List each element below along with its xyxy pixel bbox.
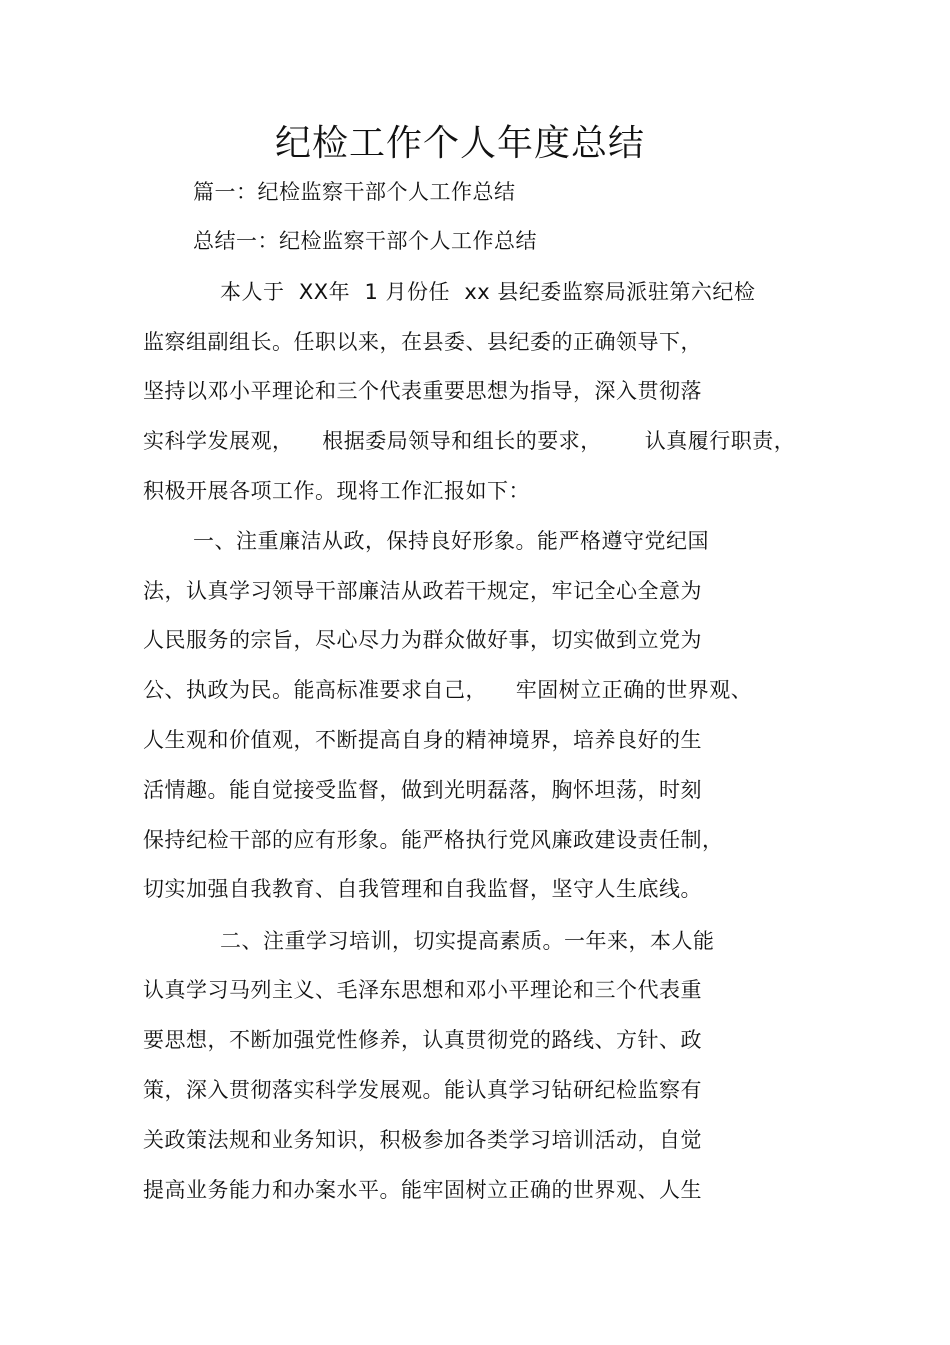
paragraph-line: 策，深入贯彻落实科学发展观。能认真学习钻研纪检监察有: [143, 1078, 702, 1102]
document-subtitle: 篇一：纪检监察干部个人工作总结: [193, 180, 516, 204]
paragraph-line: 积极开展各项工作。现将工作汇报如下：: [143, 479, 530, 503]
paragraph-line: 人生观和价值观，不断提高自身的精神境界，培养良好的生: [143, 728, 702, 752]
paragraph-line: 活情趣。能自觉接受监督，做到光明磊落，胸怀坦荡，时刻: [143, 778, 702, 802]
paragraph-line: 坚持以邓小平理论和三个代表重要思想为指导，深入贯彻落: [143, 379, 702, 403]
paragraph-line: 公、执政为民。能高标准要求自己， 牢固树立正确的世界观、: [143, 678, 753, 702]
paragraph-line: 二、注重学习培训，切实提高素质。一年来，本人能: [220, 929, 715, 953]
paragraph-line: 切实加强自我教育、自我管理和自我监督，坚守人生底线。: [143, 877, 702, 901]
summary-heading: 总结一：纪检监察干部个人工作总结: [193, 229, 537, 253]
paragraph-line: 监察组副组长。任职以来，在县委、县纪委的正确领导下，: [143, 330, 702, 354]
paragraph-line: 法，认真学习领导干部廉洁从政若干规定，牢记全心全意为: [143, 579, 702, 603]
paragraph-line: 提高业务能力和办案水平。能牢固树立正确的世界观、人生: [143, 1178, 702, 1202]
paragraph-line: 人民服务的宗旨，尽心尽力为群众做好事，切实做到立党为: [143, 628, 702, 652]
paragraph-line: 要思想，不断加强党性修养，认真贯彻党的路线、方针、政: [143, 1028, 702, 1052]
document-title: 纪检工作个人年度总结: [274, 123, 645, 164]
paragraph-line: 一、注重廉洁从政，保持良好形象。能严格遵守党纪国: [193, 529, 709, 553]
paragraph-line: 认真学习马列主义、毛泽东思想和邓小平理论和三个代表重: [143, 978, 702, 1002]
paragraph-line: 实科学发展观， 根据委局领导和组长的要求， 认真履行职责，: [143, 429, 796, 453]
paragraph-line: 本人于 XX年 1 月份任 xx 县纪委监察局派驻第六纪检: [220, 280, 756, 304]
paragraph-line: 关政策法规和业务知识，积极参加各类学习培训活动，自觉: [143, 1128, 702, 1152]
paragraph-line: 保持纪检干部的应有形象。能严格执行党风廉政建设责任制，: [143, 828, 724, 852]
